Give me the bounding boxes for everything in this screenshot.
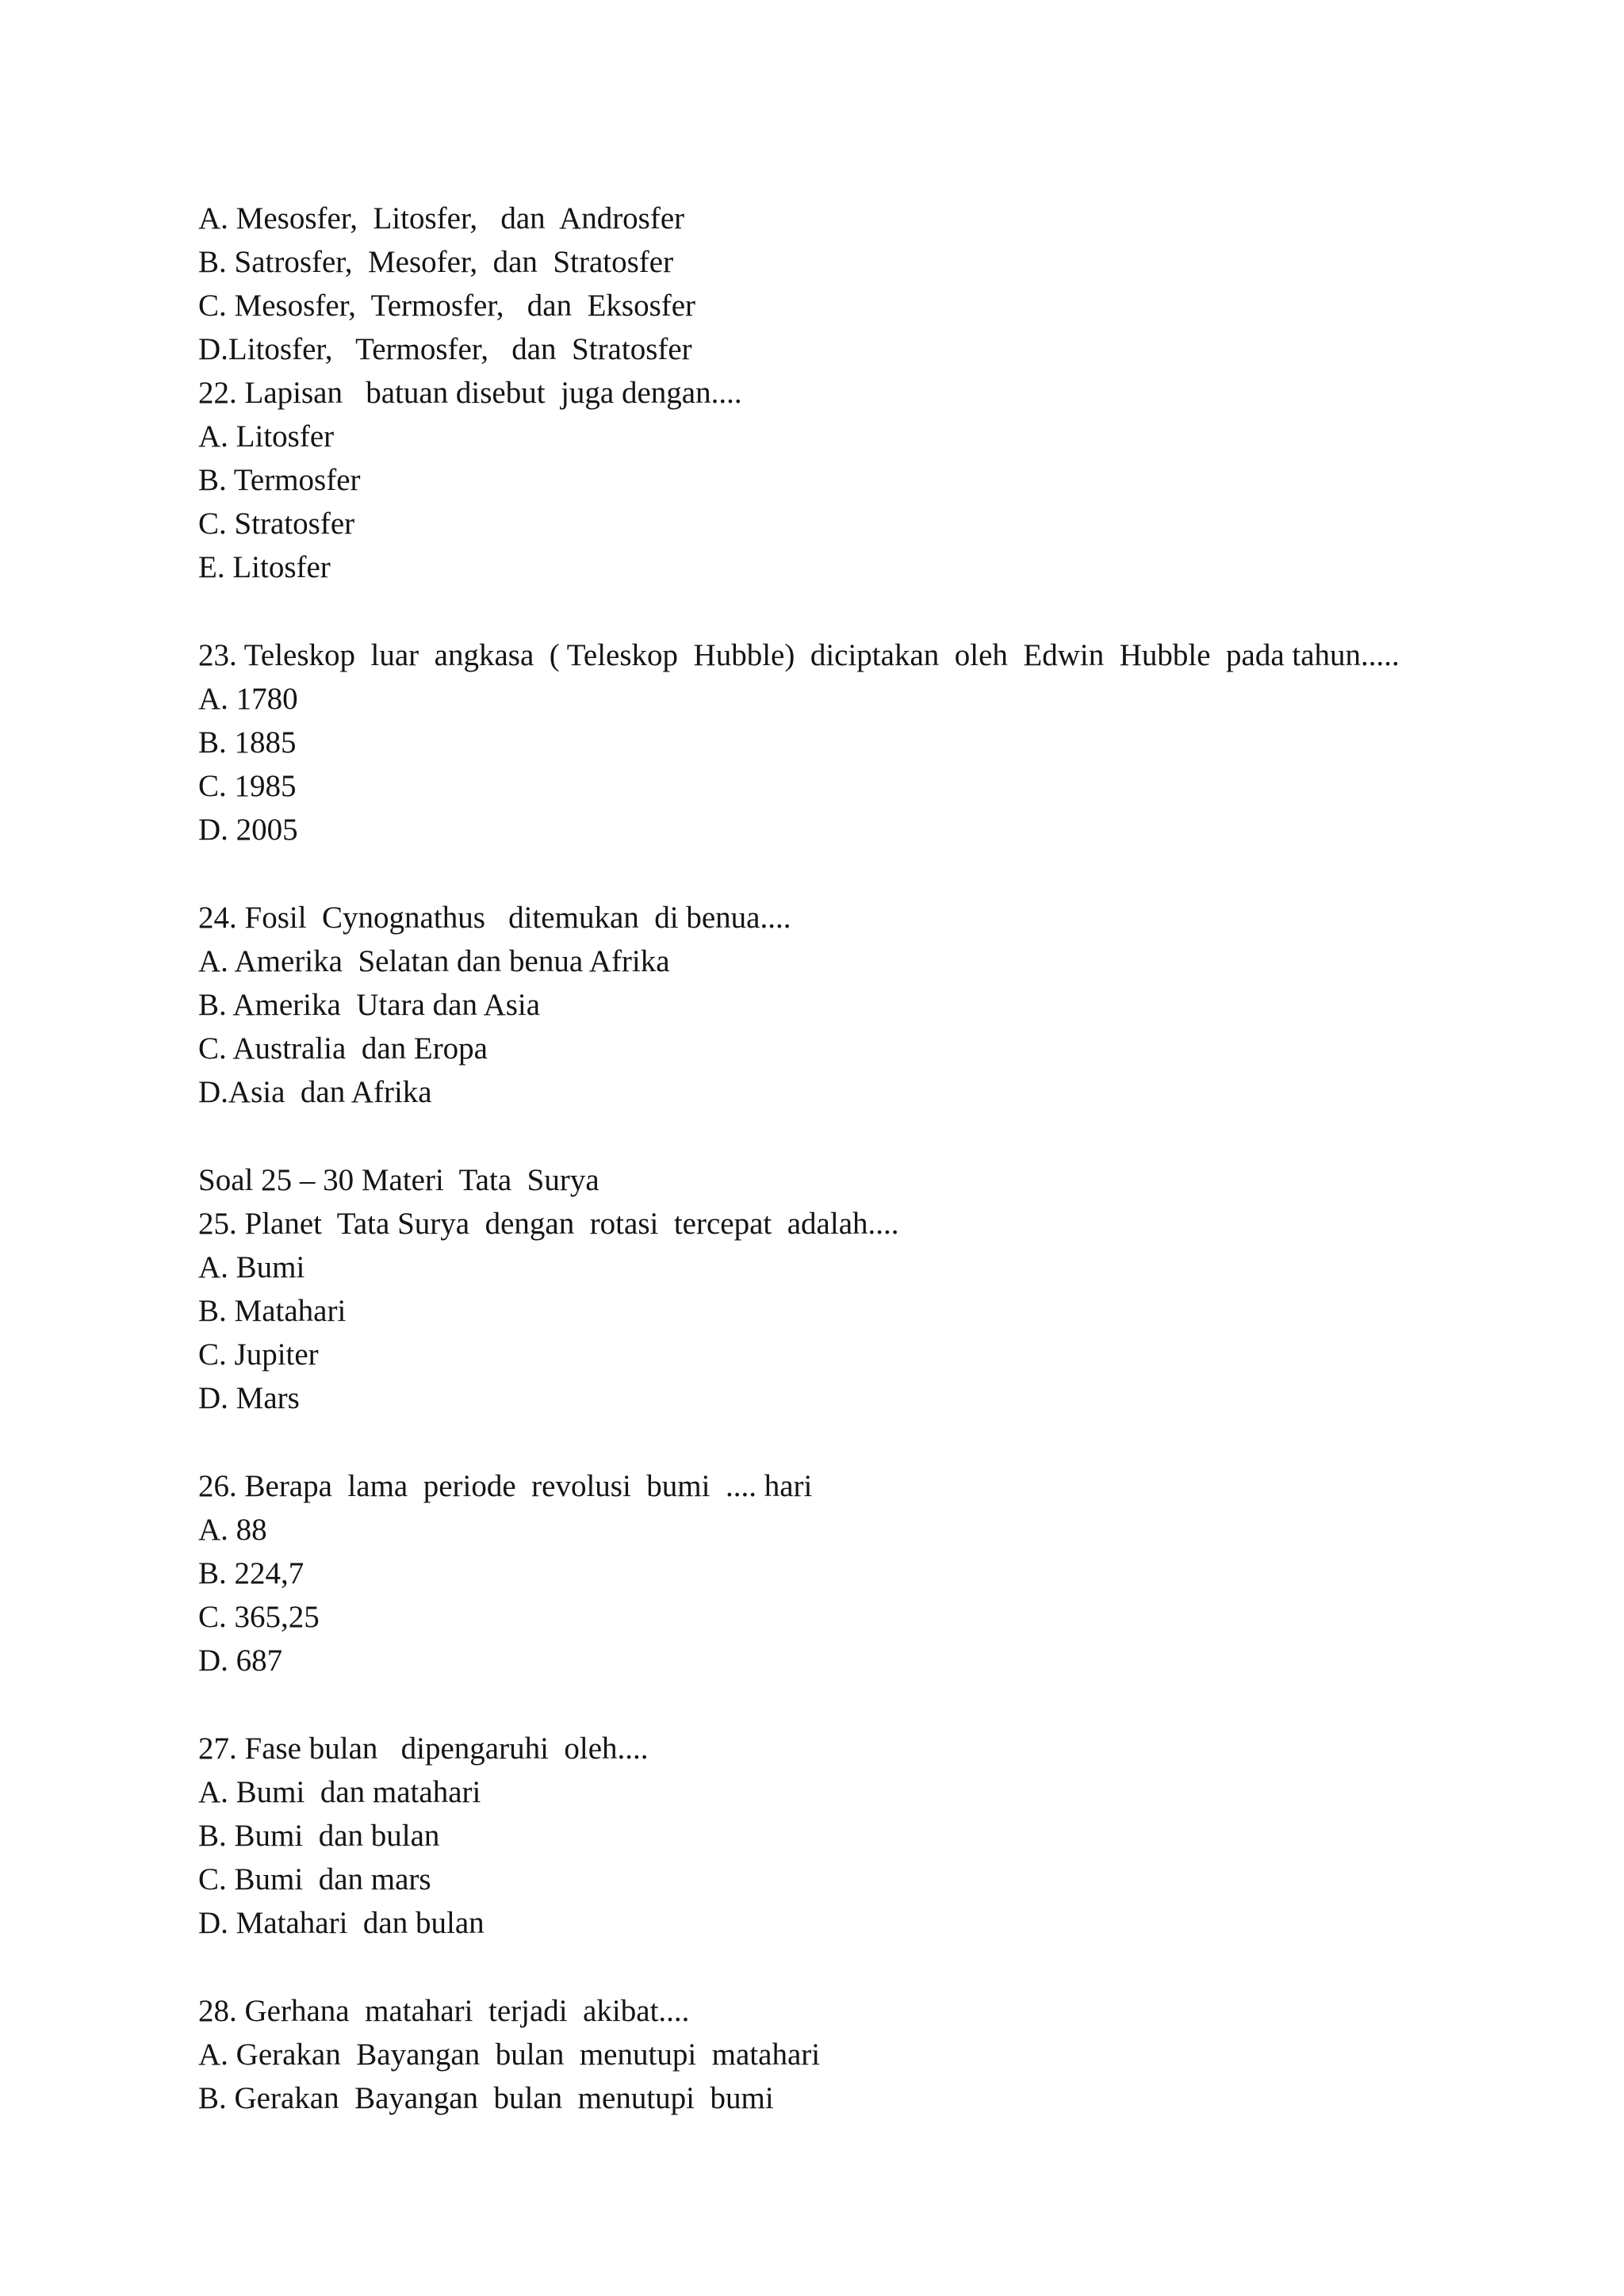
q27-option-a: A. Bumi dan matahari bbox=[198, 1775, 481, 1809]
spacer bbox=[198, 589, 1467, 633]
q28-option-a: A. Gerakan Bayangan bulan menutupi matahari bbox=[198, 2038, 821, 2072]
q23-option-a: A. 1780 bbox=[198, 682, 298, 716]
q21-option-a: A. Mesosfer, Litosfer, dan Androsfer bbox=[198, 201, 685, 235]
spacer bbox=[198, 1682, 1467, 1727]
q23-option-b: B. 1885 bbox=[198, 725, 297, 760]
spacer bbox=[198, 1945, 1467, 1989]
q25-question: 25. Planet Tata Surya dengan rotasi tercepat adalah.... bbox=[198, 1207, 899, 1241]
q24-option-a: A. Amerika Selatan dan benua Afrika bbox=[198, 944, 670, 978]
q26-option-c: C. 365,25 bbox=[198, 1600, 320, 1634]
q26-question: 26. Berapa lama periode revolusi bumi .... hari bbox=[198, 1469, 813, 1503]
q25-option-c: C. Jupiter bbox=[198, 1337, 319, 1372]
q22-option-a: A. Litosfer bbox=[198, 419, 335, 453]
q22-option-e: E. Litosfer bbox=[198, 550, 331, 584]
section-heading: Soal 25 – 30 Materi Tata Surya bbox=[198, 1163, 599, 1197]
q28-option-b: B. Gerakan Bayangan bulan menutupi bumi bbox=[198, 2081, 774, 2115]
q21-option-d: D.Litosfer, Termosfer, dan Stratosfer bbox=[198, 332, 692, 366]
q24-option-c: C. Australia dan Eropa bbox=[198, 1031, 488, 1066]
q27-question: 27. Fase bulan dipengaruhi oleh.... bbox=[198, 1732, 649, 1766]
q23-option-c: C. 1985 bbox=[198, 769, 297, 803]
q24-question: 24. Fosil Cynognathus ditemukan di benua.... bbox=[198, 901, 791, 935]
q24-option-b: B. Amerika Utara dan Asia bbox=[198, 988, 541, 1022]
q22-question: 22. Lapisan batuan disebut juga dengan.... bbox=[198, 376, 742, 410]
q27-option-d: D. Matahari dan bulan bbox=[198, 1906, 485, 1940]
spacer bbox=[198, 851, 1467, 896]
q25-option-a: A. Bumi bbox=[198, 1250, 305, 1284]
q21-option-b: B. Satrosfer, Mesofer, dan Stratosfer bbox=[198, 245, 674, 279]
q24-option-d: D.Asia dan Afrika bbox=[198, 1075, 432, 1109]
q21-option-c: C. Mesosfer, Termosfer, dan Eksosfer bbox=[198, 289, 696, 323]
q22-option-b: B. Termosfer bbox=[198, 463, 361, 497]
q27-option-b: B. Bumi dan bulan bbox=[198, 1819, 440, 1853]
q26-option-d: D. 687 bbox=[198, 1644, 283, 1678]
q28-question: 28. Gerhana matahari terjadi akibat.... bbox=[198, 1994, 690, 2028]
q26-option-b: B. 224,7 bbox=[198, 1556, 304, 1590]
q25-option-d: D. Mars bbox=[198, 1381, 300, 1415]
q23-question: 23. Teleskop luar angkasa ( Teleskop Hubble) diciptakan oleh Edwin Hubble pada tahun..... bbox=[198, 638, 1400, 672]
question-list bbox=[198, 197, 1467, 2120]
q23-option-d: D. 2005 bbox=[198, 813, 298, 847]
q26-option-a: A. 88 bbox=[198, 1513, 267, 1547]
q25-option-b: B. Matahari bbox=[198, 1294, 347, 1328]
q27-option-c: C. Bumi dan mars bbox=[198, 1862, 431, 1896]
spacer bbox=[198, 1420, 1467, 1464]
q22-option-c: C. Stratosfer bbox=[198, 507, 355, 541]
spacer bbox=[198, 1114, 1467, 1158]
